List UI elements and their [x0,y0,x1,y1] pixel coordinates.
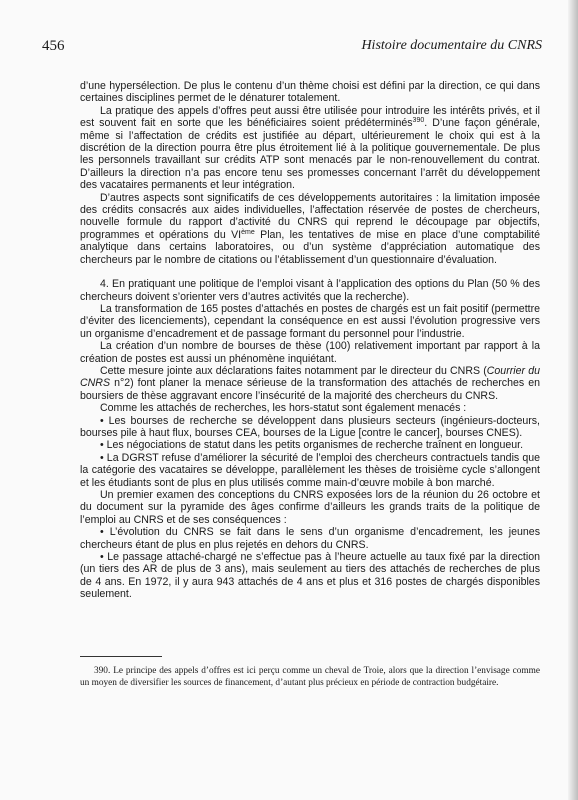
bullet-item: • Les négociations de statut dans les petits organismes de recherche traînent en longueur. [100,439,524,452]
superscript: ème [241,228,255,236]
footnote-text: Le principe des appels d’offres est ici perçu comme un cheval de Troie, alors que la direction l’envisage comme un moyen de diversifier les sources de financement, d’autant plus précieux en période de contraction budgétaire. [80,666,540,688]
footnote-reference: 390 [412,117,425,125]
bullet-item: • L’évolution du CNRS se fait dans le sens d’un organisme d’encadrement, les jeunes chercheurs étant de plus en plus rejetés en dehors du CNRS. [80,526,540,551]
footnote-divider [80,656,162,657]
bullet-item: • Les bourses de recherche se développent dans plusieurs secteurs (ingénieurs-docteurs, bourses pile à haut flux, bourses CEA, bourses de la Ligue [contre le cancer], bourses CNES). [80,414,540,439]
footnote-number: 390. [94,666,111,676]
body-text [80,80,540,601]
publication-title: Courrier du CNRS [80,364,540,390]
page-header [42,38,542,58]
paragraph: La création d’un nombre de bourses de thèse (100) relativement important par rapport à la création de postes est aussi un phénomène inquiétant. [80,340,540,365]
paragraph: Comme les attachés de recherches, les hors-statut sont également menacés : [100,402,467,415]
footnote [80,665,540,689]
paragraph: 4. En pratiquant une politique de l’emploi visant à l’application des options du Plan (50 % des chercheurs doivent s’orienter vers d’autres activités que la recherche). [80,278,540,303]
paragraph: D’autres aspects sont significatifs de ces développements autoritaires : la limitation imposée des crédits consacrés aux aides individuelles, l’affectation réservée de postes de chercheurs, nouvelle formule du rapport d’activité du CNRS qui reprend le découpage par objectifs, programmes et opérations du VIème Plan, les tentatives de mise en place d’une comptabilité analytique dans certains laboratoires, ou d’un système d’appréciation automatique des chercheurs par le nombre de citations ou l’établissement d’un questionnaire d’évaluation. [80,191,540,266]
page-edge-shadow [568,0,578,800]
paragraph: La transformation de 165 postes d’attachés en postes de chargés est un fait positif (permettre d’éviter des licenciements), cependant la conséquence en est aussi l’évolution progressive vers un organisme d’encadrement et de passage formant du personnel pour l’industrie. [80,302,540,340]
bullet-item: • La DGRST refuse d’améliorer la sécurité de l’emploi des chercheurs contractuels tandis que la catégorie des vacataires se développe, parallèlement les thèses de troisième cycle s’allongent et les étudiants sont de plus en plus utilisés comme main-d’œuvre mobile à bon marché. [80,451,540,489]
bullet-item: • Le passage attaché-chargé ne s’effectue pas à l’heure actuelle au taux fixé par la direction (un tiers des AR de plus de 3 ans), mais seulement au tiers des attachés de recherches de plus de 4 ans. En 1972, il y aura 943 attachés de 4 ans et plus et 316 postes de chargés disponibles seulement. [80,551,540,601]
running-title: Histoire documentaire du CNRS [361,38,542,53]
paragraph: Cette mesure jointe aux déclarations faites notamment par le directeur du CNRS (Courrier du CNRS n°2) font planer la menace sérieuse de la transformation des attachés de recherches en boursiers de thèse aggravant encore l’insécurité de la majorité des chercheurs du CNRS. [80,364,540,402]
paragraph: Un premier examen des conceptions du CNRS exposées lors de la réunion du 26 octobre et du document sur la pyramide des âges confirme d’ailleurs les grands traits de la politique de l’emploi au CNRS et de ses conséquences : [80,489,540,526]
paragraph: La pratique des appels d’offres peut aussi être utilisée pour introduire les intérêts privés, et il est souvent fait en sorte que les bénéficiaires soient prédéterminés$^{390}$. D’une façon générale, même si l’affectation de crédits est justifiée au départ, ultérieurement le choix qui est à la discrétion de la direction pourra être plus étroitement lié à la politique gouvernementale. De plus les personnels travaillant sur crédits ATP sont menacés par le non-renouvellement du contrat. D’ailleurs la direction n’a pas encore tenu ses promesses concernant l’arrêt du développement des vacataires permanents et leur intégration. [80,104,540,192]
page-number: 456 [42,38,65,54]
paragraph: d’une hypersélection. De plus le contenu d’un thème choisi est défini par la direction, ce qui dans certaines disciplines permet de le dénaturer totalement. [80,80,540,105]
